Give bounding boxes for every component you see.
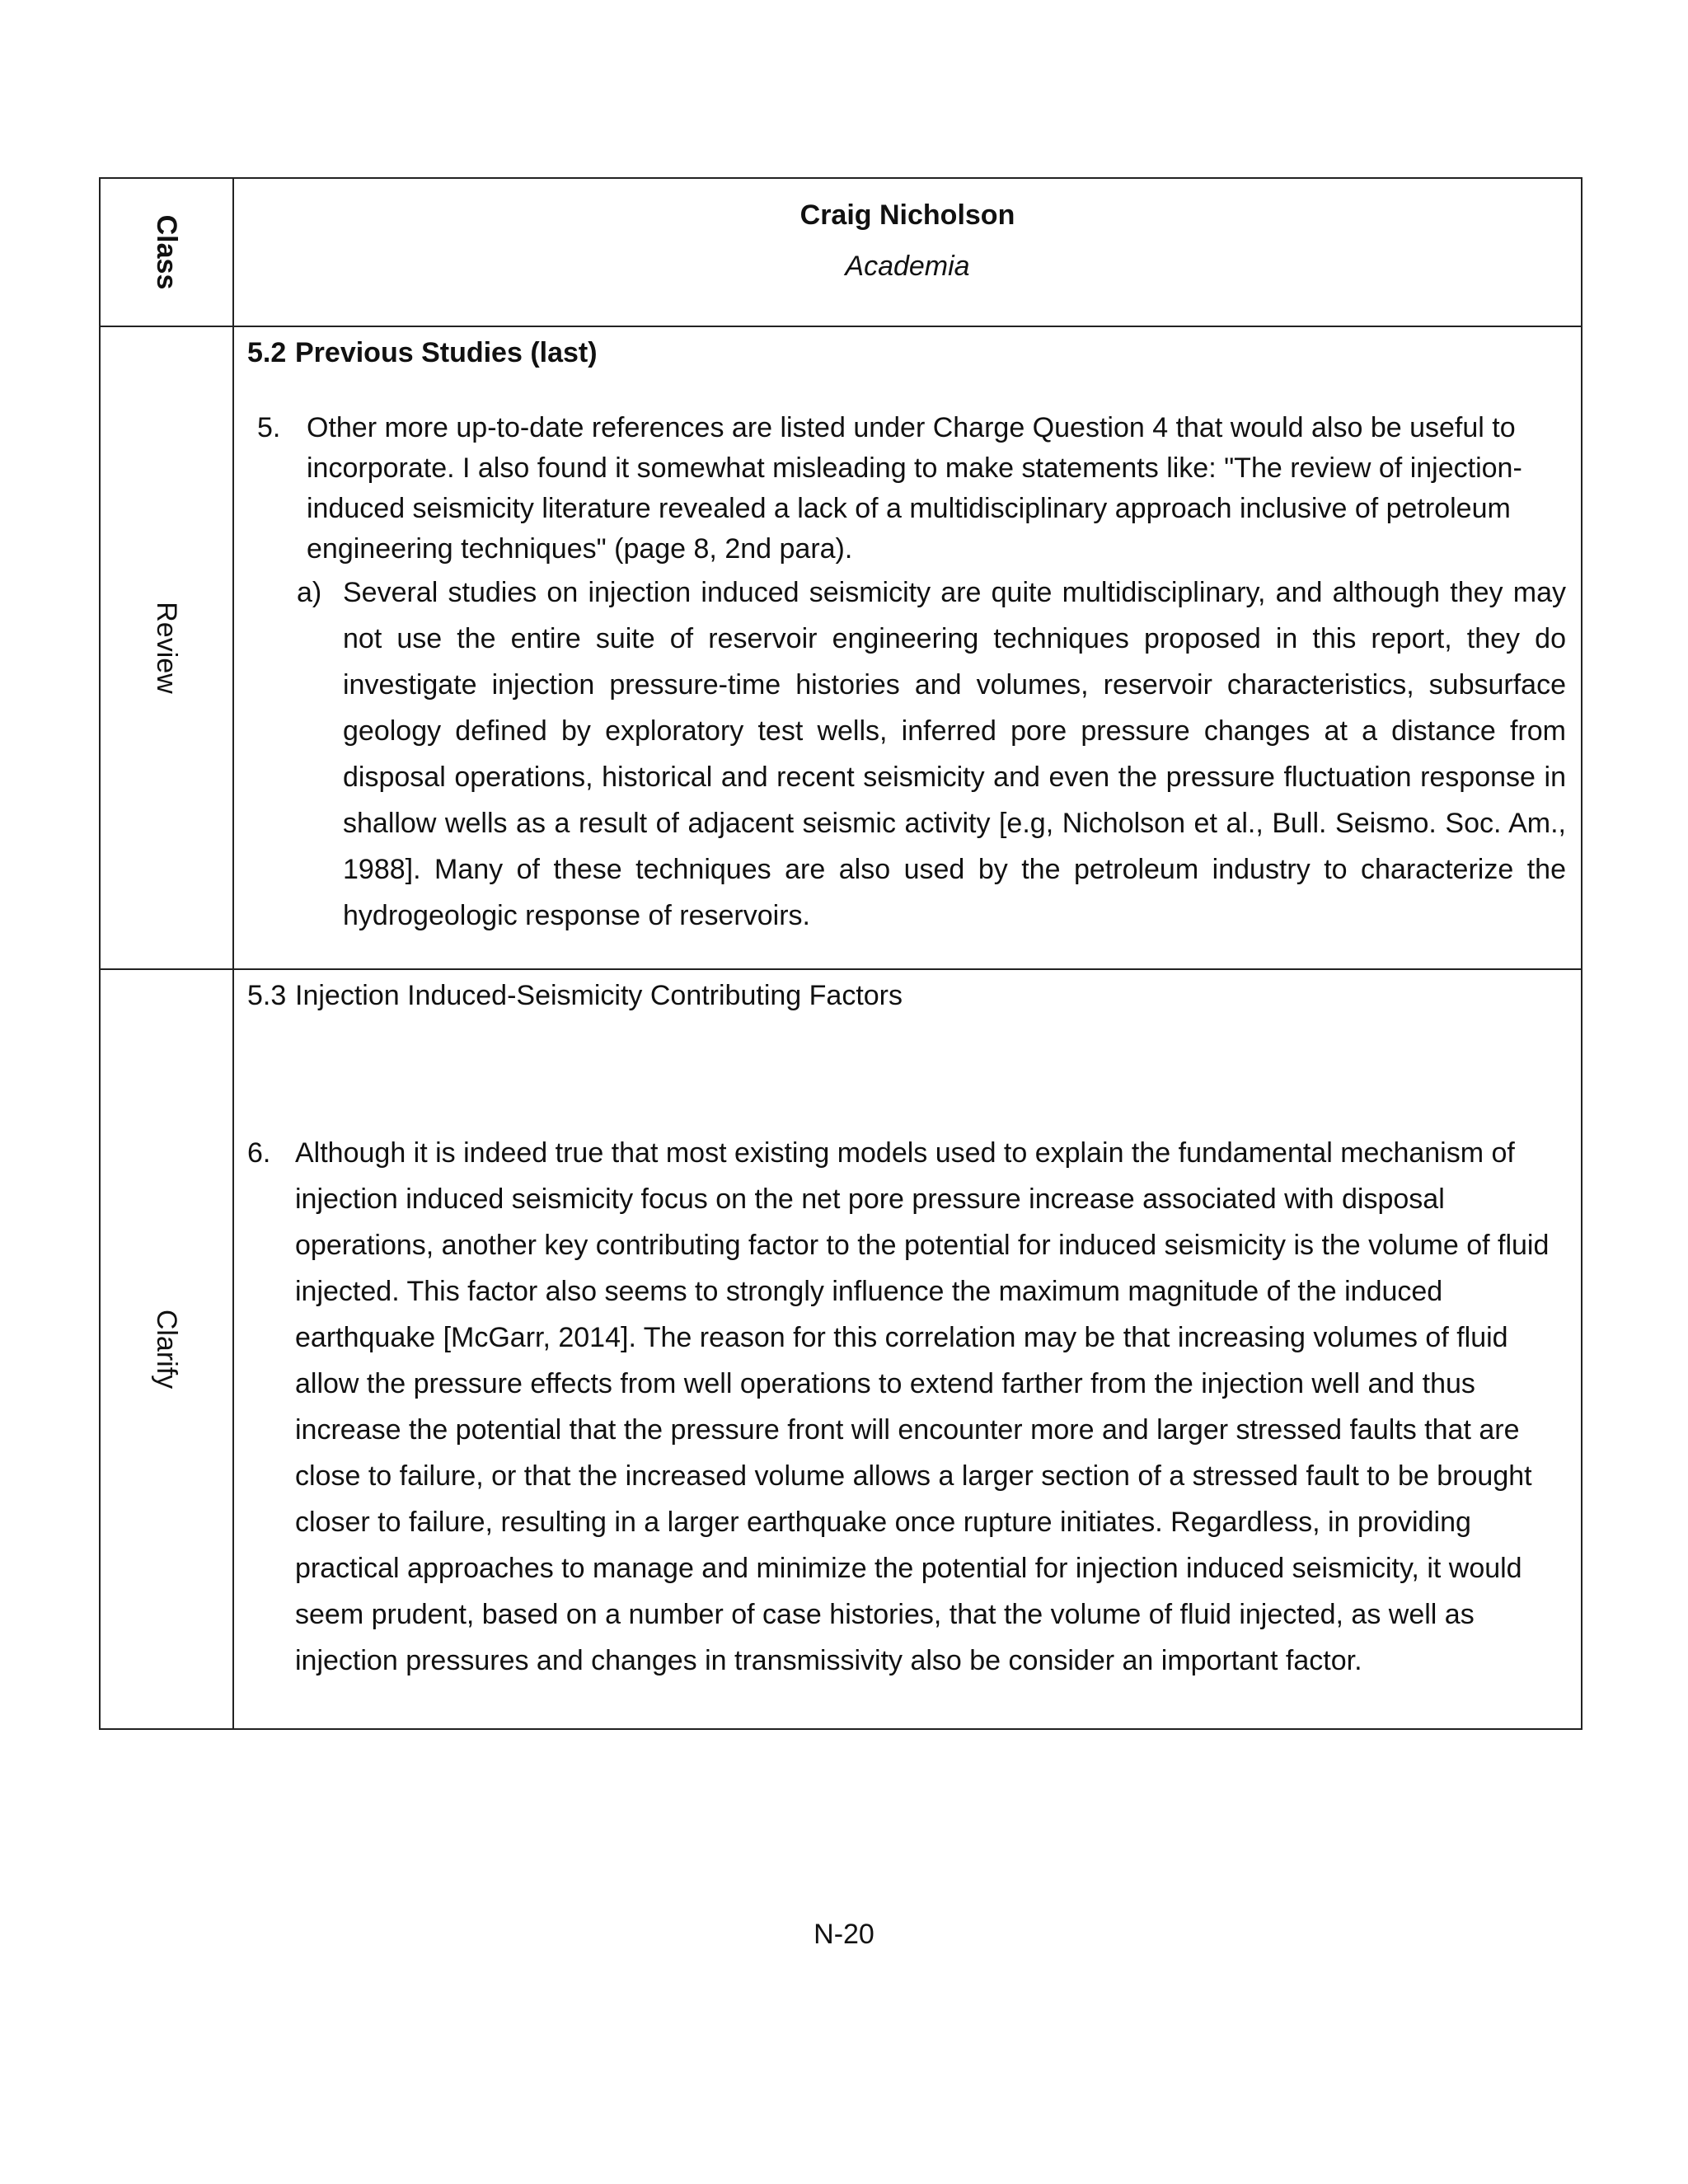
item-marker: 5.	[257, 411, 281, 443]
subitem-marker: a)	[297, 576, 322, 608]
section-title: Previous Studies (last)	[295, 337, 598, 368]
review-class-cell	[100, 326, 233, 969]
page-number: N-20	[814, 1919, 874, 1950]
clarify-label: Clarify	[151, 1309, 182, 1390]
reviewer-cell	[233, 178, 1582, 326]
reviewer-name: Craig Nicholson	[799, 199, 1015, 231]
comment-item-6	[247, 1130, 1566, 1684]
comment-subitem-a	[247, 569, 1566, 939]
review-row	[100, 326, 1582, 969]
review-label: Review	[151, 602, 182, 694]
clarify-class-cell	[100, 969, 233, 1729]
comment-table	[99, 177, 1582, 1730]
section-number: 5.2	[247, 337, 287, 368]
class-label: Class	[151, 214, 182, 290]
section-heading-5-2	[247, 334, 1566, 373]
section-heading-5-3	[247, 977, 1566, 1016]
clarify-row	[100, 969, 1582, 1729]
section-title: Injection Induced-Seismicity Contributing Factors	[295, 980, 903, 1011]
item-text: Although it is indeed true that most existing models used to explain the fundamental mechanism of injection induced seismicity focus on the net pore pressure increase associated with disposal operations, another key contributing factor to the potential for induced seismicity is the volume of fluid injected. This factor also seems to strongly influence the maximum magnitude of the induced earthquake [McGarr, 2014]. The reason for this correlation may be that increasing volumes of fluid allow the pressure effects from well operations to extend farther from the injection well and thus increase the potential that the pressure front will encounter more and larger stressed faults that are close to failure, or that the increased volume allows a larger section of a stressed fault to be brought closer to failure, resulting in a larger earthquake once rupture initiates. Regardless, in providing practical approaches to manage and minimize the potential for injection induced seismicity, it would seem prudent, based on a number of case histories, that the volume of fluid injected, as well as injection pressures and changes in transmissivity also be consider an important factor.	[295, 1137, 1550, 1676]
subitem-text: Several studies on injection induced seismicity are quite multidisciplinary, and although they may not use the entire suite of reservoir engineering techniques proposed in this report, they do investigate injection pressure-time histories and volumes, reservoir characteristics, subsurface geology defined by exploratory test wells, inferred pore pressure changes at a distance from disposal operations, historical and recent seismicity and even the pressure fluctuation response in shallow wells as a result of adjacent seismic activity [e.g, Nicholson et al., Bull. Seismo. Soc. Am., 1988]. Many of these techniques are also used by the petroleum industry to characterize the hydrogeologic response of reservoirs.	[343, 576, 1566, 931]
clarify-comment-cell	[233, 969, 1582, 1729]
header-row	[100, 178, 1582, 326]
class-header-cell	[100, 178, 233, 326]
reviewer-affiliation: Academia	[845, 251, 970, 283]
section-number: 5.3	[247, 980, 287, 1011]
review-comment-cell	[233, 326, 1582, 969]
item-text: Other more up-to-date references are listed under Charge Question 4 that would also be useful to incorporate. I also found it somewhat misleading to make statements like: "The review of injection-induced seismicity literature revealed a lack of a multidisciplinary approach inclusive of petroleum engineering techniques" (page 8, 2nd para).	[307, 411, 1522, 565]
item-marker: 6.	[247, 1137, 271, 1169]
comment-item-5	[247, 408, 1566, 569]
